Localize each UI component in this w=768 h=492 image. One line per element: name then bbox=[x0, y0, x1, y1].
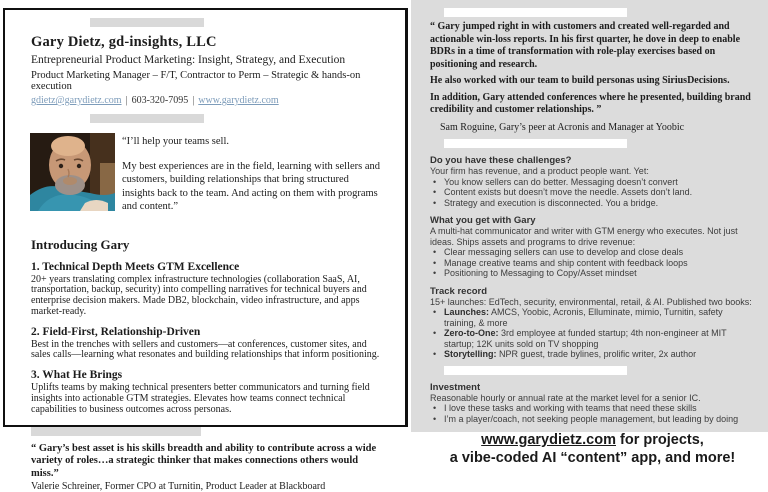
bullet-item: • Positioning to Messaging to Copy/Asset mindset bbox=[430, 268, 755, 279]
bullet-list bbox=[430, 307, 755, 360]
tagline: Entrepreneurial Product Marketing: Insight, Strategy, and Execution bbox=[31, 54, 346, 66]
section-heading: What you get with Gary bbox=[430, 215, 536, 226]
section-heading: Do you have these challenges? bbox=[430, 155, 572, 166]
bullet-item bbox=[430, 328, 755, 349]
portrait-photo bbox=[30, 133, 115, 211]
section-heading: 3. What He Brings bbox=[31, 369, 123, 382]
bullet-label: Storytelling: bbox=[444, 349, 497, 359]
section-intro: A multi-hat communicator and writer with GTM energy who executes. Not just ideas. Ships assets and programs to drive revenue: bbox=[430, 226, 738, 247]
redacted-bar bbox=[90, 18, 204, 27]
redacted-bar bbox=[444, 139, 627, 148]
bullet-text: AMCS, Yoobic, Acronis, Elluminate, mimio, Turnitin, safety training, & more bbox=[444, 307, 723, 328]
bullet-item: • I love these tasks and working with teams that need these skills bbox=[430, 403, 755, 414]
testimonial-paragraph: “ Gary jumped right in with customers and created well-regarded and actionable win-loss reports. In his first quarter, he dove in deep to enable BDRs in a time of transformation with role-play exercises based on positioning and research. bbox=[430, 21, 741, 70]
photo-quote-row bbox=[31, 133, 381, 225]
bullet-item bbox=[430, 307, 755, 328]
peer-testimonial bbox=[430, 21, 755, 134]
testimonial-attribution: Valerie Schreiner, Former CPO at Turnitin, Product Leader at Blackboard bbox=[31, 481, 326, 492]
testimonial-paragraph: He also worked with our team to build personas using SiriusDecisions. bbox=[430, 75, 730, 86]
section-track-record bbox=[430, 286, 755, 360]
section-intro: 15+ launches: EdTech, security, environmental, retail, & AI. Published two books: bbox=[430, 296, 752, 307]
bullet-item: • Manage creative teams and ship content with feedback loops bbox=[430, 258, 755, 269]
section-heading: Track record bbox=[430, 285, 488, 297]
role-line: Product Marketing Manager – F/T, Contractor to Perm – Strategic & hands-on execution bbox=[31, 70, 361, 92]
footer-line-2: a vibe-coded AI “content” app, and more! bbox=[449, 449, 736, 466]
bullet-item: • Strategy and execution is disconnected. You a bridge. bbox=[430, 198, 755, 209]
separator: | bbox=[192, 95, 195, 106]
phone-number: 603-320-7095 bbox=[131, 95, 189, 106]
redacted-bar bbox=[31, 427, 201, 436]
redacted-bar bbox=[444, 8, 627, 17]
bullet-label: Launches: bbox=[444, 307, 490, 317]
page-title: Gary Dietz, gd-insights, LLC bbox=[31, 34, 217, 50]
bullet-item: • You know sellers can do better. Messaging doesn’t convert bbox=[430, 177, 755, 188]
testimonial-paragraph: In addition, Gary attended conferences where he presented, building brand credibility and customer relationships. ” bbox=[430, 91, 751, 115]
section-offer bbox=[430, 215, 755, 279]
bullet-label: Zero-to-One: bbox=[444, 328, 499, 338]
bullet-list bbox=[430, 403, 755, 424]
section-intro: Reasonable hourly or annual rate at the market level for a senior IC. bbox=[430, 392, 701, 403]
section-investment bbox=[430, 382, 755, 425]
section-intro: Your firm has revenue, and a product people want. Yet: bbox=[430, 166, 649, 176]
left-page bbox=[3, 8, 408, 492]
testimonial-attribution: Sam Roguine, Gary’s peer at Acronis and Manager at Yoobic bbox=[440, 121, 685, 133]
separator: | bbox=[125, 95, 128, 106]
bullet-item: • I’m a player/coach, not seeking people management, but leading by doing bbox=[430, 414, 755, 425]
section-field-first bbox=[31, 326, 381, 362]
footer-website-link[interactable]: www.garydietz.com bbox=[481, 432, 616, 448]
section-challenges bbox=[430, 155, 755, 208]
footer-cta bbox=[430, 432, 755, 467]
section-heading: 2. Field-First, Relationship-Driven bbox=[31, 325, 201, 338]
bullet-list bbox=[430, 247, 755, 279]
section-body: Uplifts teams by making technical presenters better communicators and turning field insights into actionable GTM strategies. Elevates how teams connect technical capabilities to business outcomes across personas. bbox=[31, 382, 370, 415]
redacted-bar bbox=[444, 366, 627, 375]
quote-body: My best experiences are in the field, learning with sellers and customers, building relationships that bring structured insights back to the team. And acting on them with programs and content.” bbox=[122, 160, 381, 212]
right-panel bbox=[411, 0, 768, 466]
bullet-item: • Clear messaging sellers can use to develop and close deals bbox=[430, 247, 755, 258]
section-heading: 1. Technical Depth Meets GTM Excellence bbox=[31, 260, 240, 273]
section-heading: Investment bbox=[430, 381, 481, 393]
personal-quote bbox=[122, 133, 381, 225]
footer-line-1-rest: for projects, bbox=[616, 432, 704, 448]
footer-line-1 bbox=[430, 432, 755, 450]
bullet-item: • Content exists but doesn’t move the needle. Assets don’t land. bbox=[430, 187, 755, 198]
bullet-list bbox=[430, 177, 755, 209]
contact-line bbox=[31, 95, 381, 106]
section-body: Best in the trenches with sellers and customers—at conferences, customer sites, and sales calls—learning what resonates and building relationships that inform positioning. bbox=[31, 338, 380, 361]
bullet-text: NPR guest, trade bylines, prolific writer, 2x author bbox=[496, 349, 697, 359]
quote-opening: “I’ll help your teams sell. bbox=[122, 136, 230, 147]
section-technical-depth bbox=[31, 261, 381, 318]
bullet-text: 3rd employee at funded startup; 4th non-engineer at MIT startup; 12K units sold on TV shopping bbox=[444, 328, 727, 349]
bullet-item bbox=[430, 349, 755, 360]
intro-heading: Introducing Gary bbox=[31, 236, 130, 252]
section-what-he-brings bbox=[31, 369, 381, 415]
redacted-bar bbox=[90, 114, 204, 123]
testimonial-quote: “ Gary’s best asset is his skills breadth and ability to contribute across a wide variety of roles…a strategic thinker that makes connections others would miss.” bbox=[31, 442, 377, 479]
section-body: 20+ years translating complex infrastructure technologies (collaboration SaaS, AI, transportation, backup, security) into compelling narratives for technical buyers and enterprise decision makers. Made DB2, blockchain, video infrastructure, and apps market-ready. bbox=[31, 273, 367, 317]
website-link[interactable]: www.garydietz.com bbox=[198, 95, 279, 106]
email-link[interactable]: gdietz@garydietz.com bbox=[31, 95, 122, 106]
